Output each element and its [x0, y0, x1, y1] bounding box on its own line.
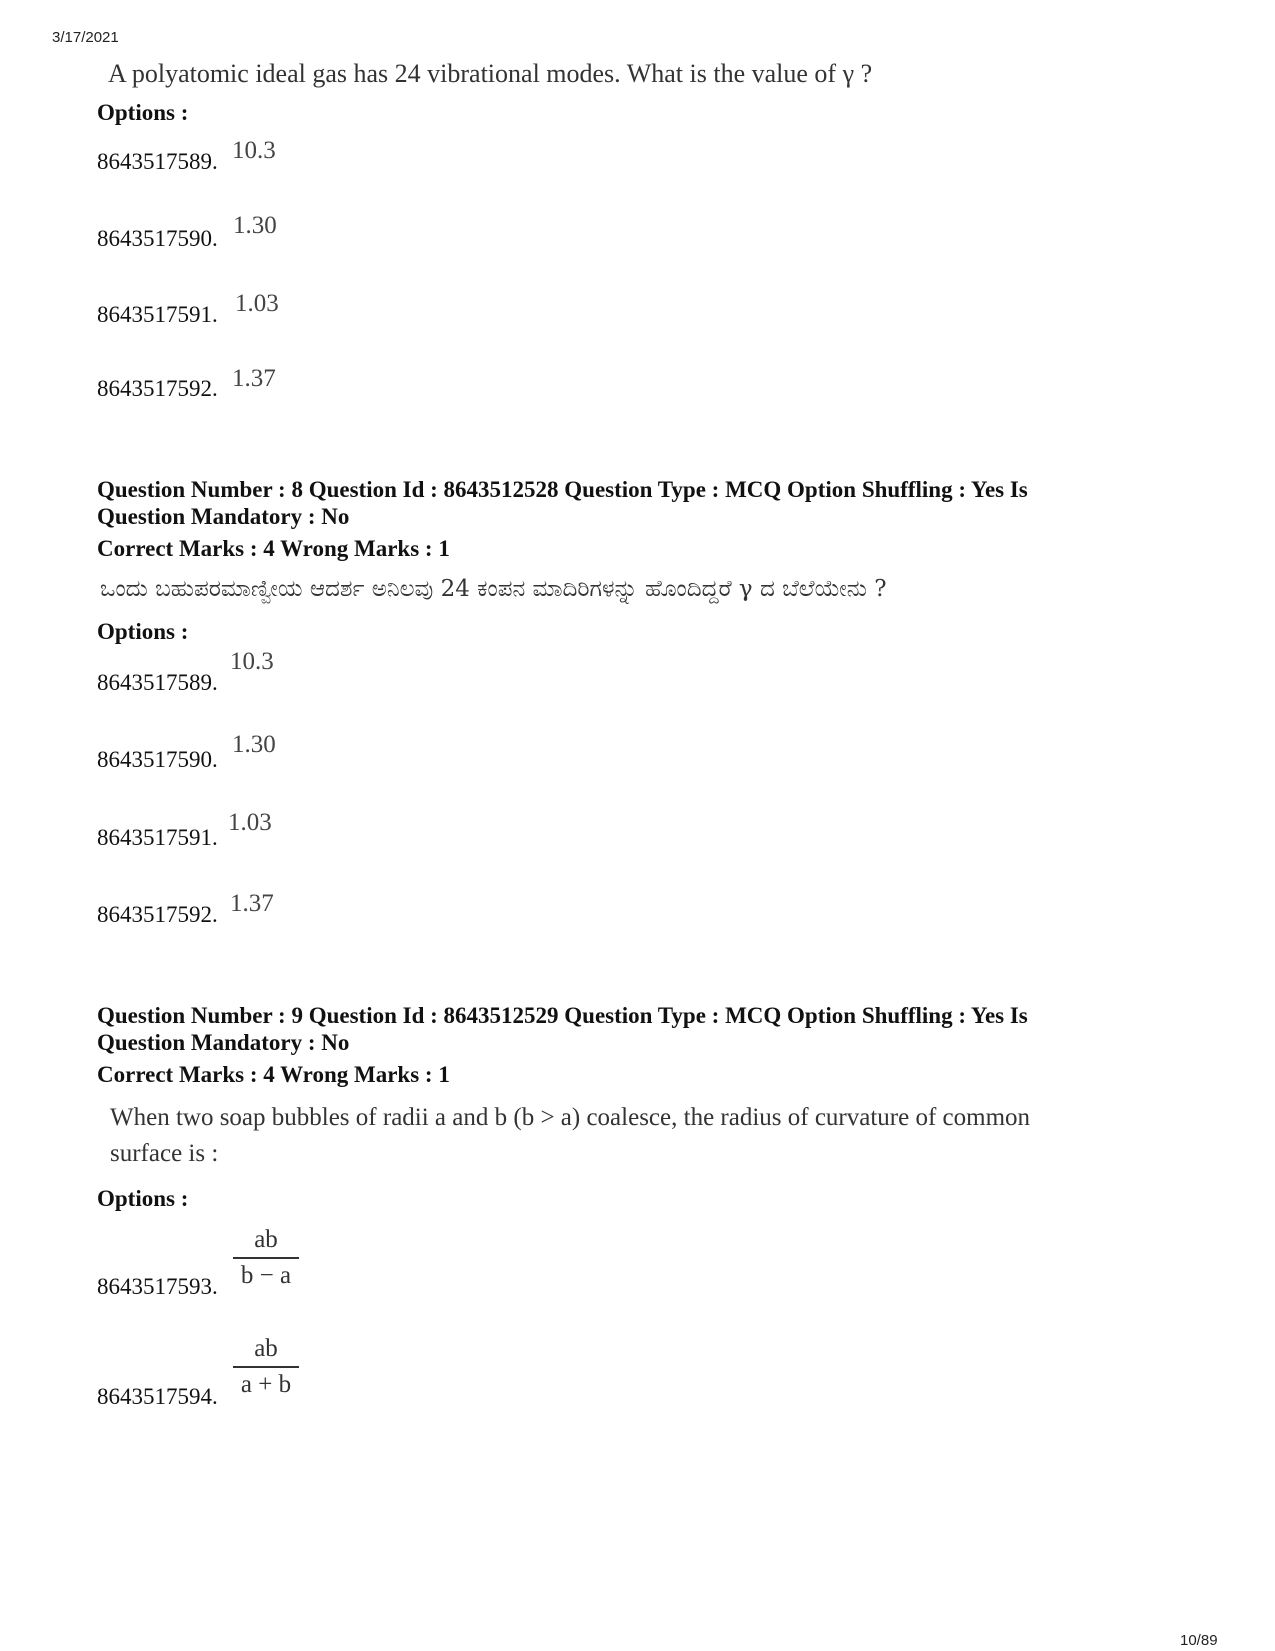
q9-option-2-numerator: ab — [254, 1335, 278, 1362]
q7-options-label: Options : — [97, 100, 189, 125]
q9-marks: Correct Marks : 4 Wrong Marks : 1 — [97, 1062, 450, 1087]
q9-option-1-id: 8643517593. — [97, 1274, 218, 1299]
q7-option-4-id: 8643517592. — [97, 376, 218, 401]
fraction-bar — [233, 1366, 299, 1368]
print-date: 3/17/2021 — [52, 29, 119, 46]
q7-option-2-id: 8643517590. — [97, 226, 218, 251]
page-number: 10/89 — [1180, 1632, 1218, 1649]
q7-option-1-id: 8643517589. — [97, 149, 218, 174]
q9-stem-line2: surface is : — [110, 1140, 219, 1167]
q7-option-4-value: 1.37 — [232, 365, 276, 392]
q9-meta-line1: Question Number : 9 Question Id : 8643512529 Question Type : MCQ Option Shuffling : Yes Is — [97, 1003, 1028, 1028]
q9-stem-line1: When two soap bubbles of radii a and b (b > a) coalesce, the radius of curvature of common — [110, 1104, 1031, 1131]
q8-meta-line1: Question Number : 8 Question Id : 8643512528 Question Type : MCQ Option Shuffling : Yes Is — [97, 477, 1028, 502]
fraction-bar — [233, 1257, 299, 1259]
q7-option-3-id: 8643517591. — [97, 302, 218, 327]
q8-option-2-value: 1.30 — [232, 731, 276, 758]
q8-meta-line2: Question Mandatory : No — [97, 504, 350, 529]
q8-option-3-id: 8643517591. — [97, 825, 218, 850]
q7-option-3-value: 1.03 — [235, 290, 279, 317]
q8-option-1-id: 8643517589. — [97, 670, 218, 695]
q9-option-2-fraction — [233, 1334, 299, 1400]
q7-option-1-value: 10.3 — [232, 137, 276, 164]
q9-option-1-fraction — [233, 1225, 299, 1291]
q8-option-4-value: 1.37 — [230, 890, 274, 917]
q7-stem: A polyatomic ideal gas has 24 vibrational modes. What is the value of γ ? — [108, 59, 873, 88]
q9-option-1-numerator: ab — [254, 1226, 278, 1253]
q9-option-2-id: 8643517594. — [97, 1384, 218, 1409]
q8-options-label: Options : — [97, 619, 189, 644]
q8-stem: ಒಂದು ಬಹುಪರಮಾಣ್ವೀಯ ಆದರ್ಶ ಅನಿಲವು 24 ಕಂಪನ ಮಾದಿರಿಗಳನ್ನು ಹೊಂದಿದ್ದರೆ γ ದ ಬೆಲೆಯೇನು ? — [100, 576, 887, 602]
q9-option-1-denominator: b − a — [240, 1262, 292, 1289]
q8-option-1-value: 10.3 — [230, 648, 274, 675]
q8-option-3-value: 1.03 — [228, 809, 272, 836]
q9-options-label: Options : — [97, 1186, 189, 1211]
q9-option-2-denominator: a + b — [240, 1371, 292, 1398]
q8-option-2-id: 8643517590. — [97, 747, 218, 772]
q8-option-4-id: 8643517592. — [97, 902, 218, 927]
q9-meta-line2: Question Mandatory : No — [97, 1030, 350, 1055]
q7-option-2-value: 1.30 — [233, 212, 277, 239]
q8-marks: Correct Marks : 4 Wrong Marks : 1 — [97, 536, 450, 561]
